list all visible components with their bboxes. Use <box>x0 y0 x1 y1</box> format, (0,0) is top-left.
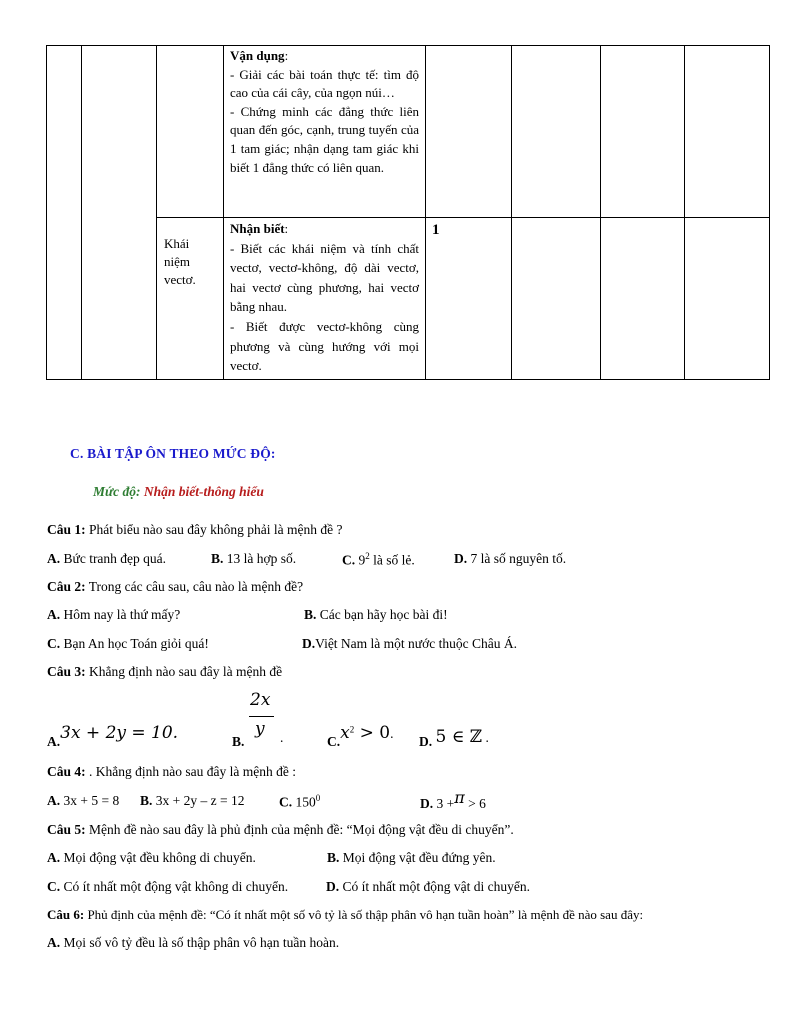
table-cell <box>82 46 157 380</box>
punctuation: . <box>390 726 394 741</box>
option-text: 9 <box>358 552 366 568</box>
q5-option-b <box>327 850 496 866</box>
option-text: Có ít nhất một động vật di chuyển. <box>342 879 530 894</box>
level-value: Nhận biết-thông hiểu <box>143 484 264 499</box>
question-label: Câu 2: <box>47 579 86 594</box>
table-cell <box>426 46 512 218</box>
option-text: Bạn An học Toán giỏi quá! <box>63 636 209 651</box>
question-6 <box>47 907 643 923</box>
option-text: 13 là hợp số. <box>226 551 297 566</box>
table-row <box>47 46 770 218</box>
question-label: Câu 4: <box>47 764 86 779</box>
option-text: Mọi số vô tỷ đều là số thập phân vô hạn tuần hoàn. <box>63 935 340 950</box>
option-text: Việt Nam là một nước thuộc Châu Á. <box>315 636 517 651</box>
topic-cell-vector <box>157 218 224 380</box>
option-text: Mọi động vật đều không di chuyển. <box>63 850 256 865</box>
option-label: D. <box>419 734 433 749</box>
fraction-denominator: y <box>255 719 265 739</box>
question-4 <box>47 764 296 780</box>
spec-table <box>46 45 770 380</box>
question-text: Trong các câu sau, câu nào là mệnh đề? <box>88 579 304 594</box>
question-text: Khẳng định nào sau đây là mệnh đề <box>89 664 283 679</box>
q2-option-c <box>47 636 209 652</box>
option-label: D. <box>326 879 340 894</box>
option-text: Có ít nhất một động vật không di chuyển. <box>63 879 289 894</box>
apply-line-2: - Chứng minh các đẳng thức liên quan đến góc, cạnh, trung tuyến của 1 tam giác; nhận dạng tam giác khi biết 1 đẳng thức có liên quan. <box>230 103 419 175</box>
vector-description-cell: Nhận biết: - Biết các khái niệm và tính chất vectơ, vectơ-không, độ dài vectơ, hai vectơ cùng phương, hai vectơ bằng nhau. - Biết được vectơ-không cùng phương và cùng hướng với mọi vectơ. <box>224 218 426 380</box>
set-membership: 5 ∈ ℤ <box>435 727 483 747</box>
table-cell <box>512 218 601 380</box>
q1-option-c <box>342 551 415 569</box>
option-text: Mọi động vật đều đứng yên. <box>342 850 496 865</box>
q2-option-d <box>302 636 517 652</box>
table-cell <box>512 46 601 218</box>
section-title: C. BÀI TẬP ÔN THEO MỨC ĐỘ: <box>70 446 276 461</box>
apply-heading: Vận dụng <box>230 48 285 63</box>
vector-line-1: - Biết các khái niệm và tính chất vectơ, vectơ-không, độ dài vectơ, hai vectơ cùng phương, hai vectơ bằng nhau. <box>230 240 419 315</box>
q5-option-d <box>326 879 530 895</box>
q1-option-a <box>47 551 166 567</box>
question-text: . Khẳng định nào sau đây là mệnh đề : <box>89 764 296 779</box>
vector-heading: Nhận biết <box>230 221 285 236</box>
option-text: 3x + 5 = 8 <box>63 793 120 808</box>
equation: 3x + 2y = 10. <box>60 723 179 743</box>
option-text: Các bạn hãy học bài đi! <box>319 607 448 622</box>
q6-option-a <box>47 935 339 951</box>
option-label: D. <box>454 551 468 566</box>
option-text: là số lẻ. <box>369 552 415 568</box>
q4-option-d <box>420 788 486 812</box>
option-label: C. <box>47 879 61 894</box>
option-label: B. <box>304 607 317 622</box>
q4-option-c <box>279 793 320 811</box>
q5-option-c <box>47 879 288 895</box>
question-label: Câu 5: <box>47 822 86 837</box>
option-label: C. <box>47 636 61 651</box>
question-2 <box>47 579 303 595</box>
q3-option-c <box>327 723 394 749</box>
option-text: 3 + <box>436 796 455 811</box>
vector-line-2: - Biết được vectơ-không cùng phương và cùng hướng với mọi vectơ. <box>230 318 419 374</box>
question-3 <box>47 664 282 680</box>
option-label: A. <box>47 551 61 566</box>
q1-option-d <box>454 551 566 567</box>
variable: x <box>340 723 350 743</box>
option-text: 150 <box>295 794 316 810</box>
superscript: 0 <box>315 793 321 803</box>
question-label: Câu 3: <box>47 664 86 679</box>
fraction-bar <box>249 716 274 717</box>
option-label: B. <box>232 734 245 749</box>
apply-description-cell: Vận dụng: - Giải các bài toán thực tế: tìm độ cao của cái cây, của ngọn núi… - Chứng minh các đẳng thức liên quan đến góc, cạnh, trung tuyến của 1 tam giác; nhận dạng tam giác khi biết 1 đẳng thức có liên quan. <box>224 46 426 218</box>
q2-option-b <box>304 607 448 623</box>
q5-option-a <box>47 850 256 866</box>
table-cell <box>157 46 224 218</box>
apply-line-1: - Giải các bài toán thực tế: tìm độ cao của cái cây, của ngọn núi… <box>230 66 419 101</box>
option-label: A. <box>47 850 61 865</box>
question-label: Câu 6: <box>47 907 85 922</box>
question-5 <box>47 822 514 838</box>
inequality: > 0 <box>354 723 391 743</box>
q4-option-a <box>47 793 119 809</box>
option-label: C. <box>327 734 341 749</box>
q2-option-a <box>47 607 180 623</box>
q4-option-b <box>140 793 245 809</box>
option-label: A. <box>47 935 61 950</box>
table-cell <box>685 46 770 218</box>
table-cell <box>685 218 770 380</box>
question-text: Mệnh đề nào sau đây là phủ định của mệnh đề: “Mọi động vật đều di chuyển”. <box>89 822 514 837</box>
option-label: B. <box>211 551 224 566</box>
pi-symbol: π <box>454 788 465 807</box>
fraction-numerator: 2x <box>250 690 271 710</box>
option-label: A. <box>47 607 61 622</box>
option-label: D. <box>420 796 434 811</box>
option-label: B. <box>327 850 340 865</box>
level-heading <box>93 484 264 500</box>
topic-label: Khái niệm vectơ. <box>164 236 196 287</box>
superscript: 2 <box>349 724 355 735</box>
question-text: Phủ định của mệnh đề: “Có ít nhất một số vô tỷ là số thập phân vô hạn tuần hoàn” là mệnh đề nào sau đây: <box>87 907 644 922</box>
level-label: Mức độ: <box>93 484 141 499</box>
option-label: C. <box>279 794 293 810</box>
option-label: D. <box>302 636 316 651</box>
q1-option-b <box>211 551 296 567</box>
q3-option-d <box>419 727 489 747</box>
table-cell <box>601 218 685 380</box>
option-text: 7 là số nguyên tố. <box>470 551 567 566</box>
option-text: Bức tranh đẹp quá. <box>63 551 167 566</box>
question-count-cell: 1 <box>426 218 512 380</box>
q3-option-b <box>232 690 292 750</box>
option-label: A. <box>47 793 61 808</box>
option-label: A. <box>47 734 61 749</box>
punctuation: . <box>485 730 489 745</box>
q3-option-a <box>47 723 179 749</box>
option-label: B. <box>140 793 153 808</box>
table-cell <box>47 46 82 380</box>
superscript: 2 <box>365 551 370 561</box>
option-label: C. <box>342 552 356 568</box>
punctuation: . <box>280 730 284 745</box>
question-text: Phát biểu nào sau đây không phải là mệnh đề ? <box>89 522 343 537</box>
option-text: Hôm nay là thứ mấy? <box>63 607 181 622</box>
question-label: Câu 1: <box>47 522 86 537</box>
option-text: 3x + 2y – z = 12 <box>155 793 245 808</box>
option-text: > 6 <box>468 796 486 811</box>
question-1 <box>47 522 342 538</box>
table-cell <box>601 46 685 218</box>
